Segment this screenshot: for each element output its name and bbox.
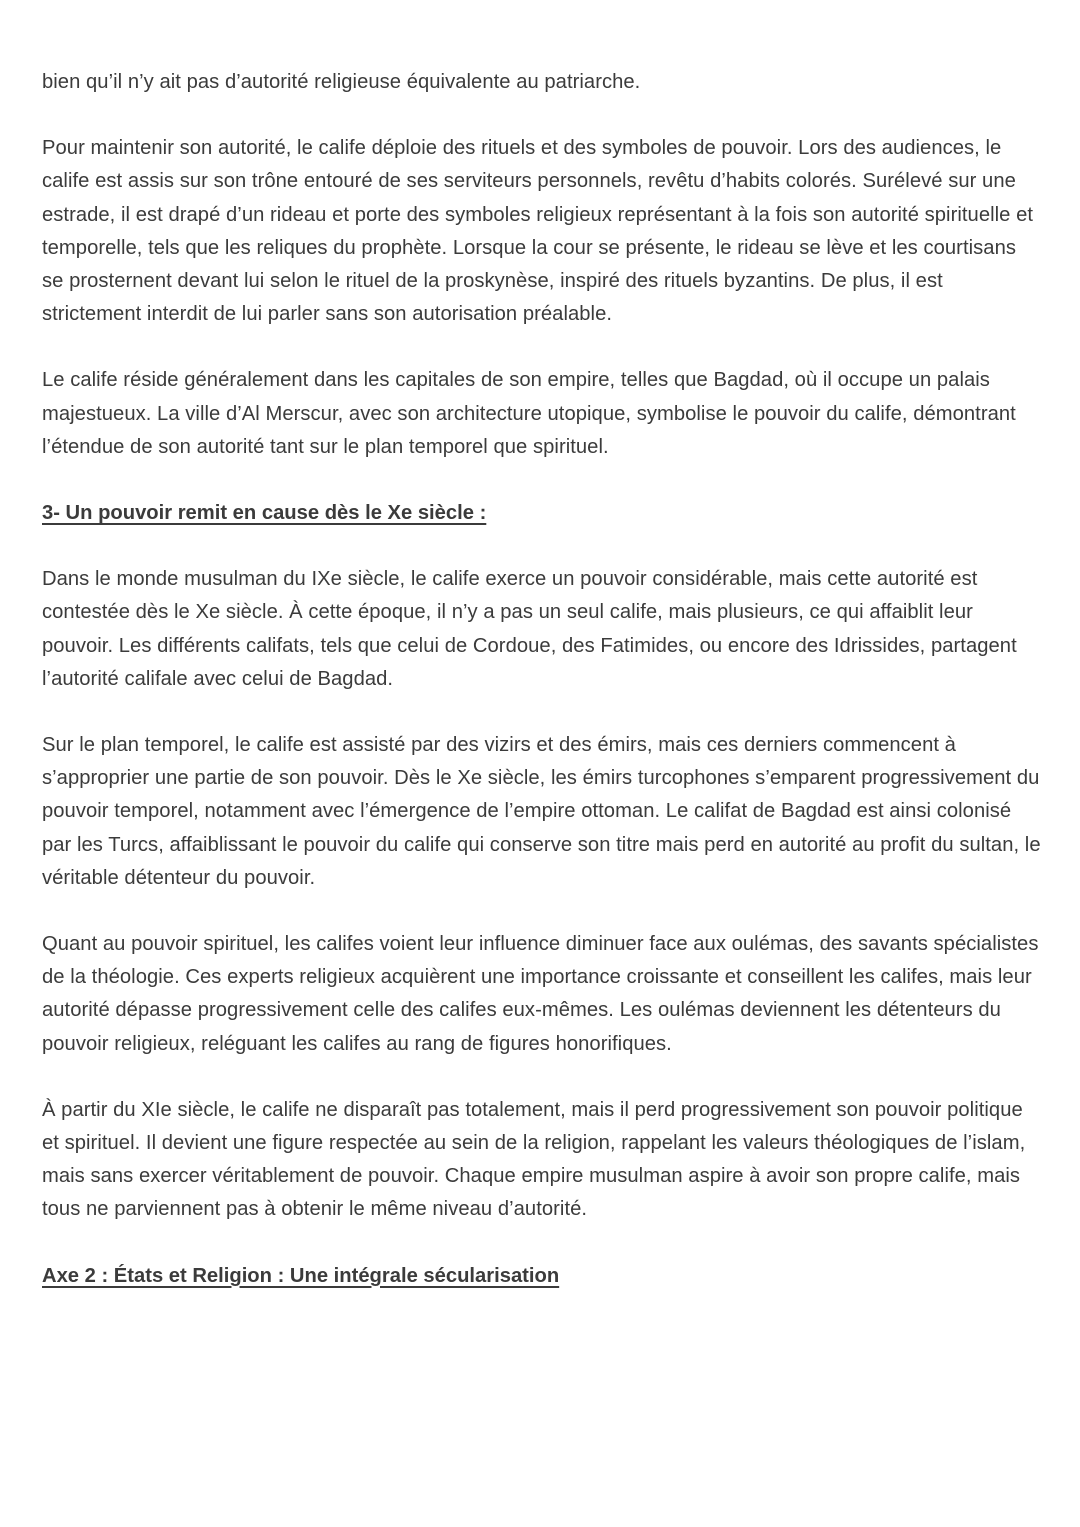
paragraph-patriarche: bien qu’il n’y ait pas d’autorité religieuse équivalente au patriarche. bbox=[42, 71, 641, 93]
paragraph-xie-siecle: À partir du XIe siècle, le calife ne disparaît pas totalement, mais il perd progressivement son pouvoir politique et spirituel. Il devient une figure respectée au sein de la religion, rappelant les valeurs théologiques de l’islam, mais sans exercer véritablement de pouvoir. Chaque empire musulman aspire à avoir son propre calife, mais tous ne parviennent pas à obtenir le même niveau d’autorité. bbox=[42, 1098, 1026, 1221]
document-body bbox=[42, 66, 1042, 1326]
paragraph-rituels: Pour maintenir son autorité, le calife déploie des rituels et des symboles de pouvoir. Lors des audiences, le calife est assis sur son trône entouré de ses serviteurs personnels, revêtu d’habits colorés. Surélevé sur une estrade, il est drapé d’un rideau et porte des symboles religieux représentant à la fois son autorité spirituelle et temporelle, tels que les reliques du prophète. Lorsque la cour se présente, le rideau se lève et les courtisans se prosternent devant lui selon le rituel de la proskynèse, inspiré des rituels byzantins. De plus, il est strictement interdit de lui parler sans son autorisation préalable. bbox=[42, 137, 1034, 326]
section-heading-pouvoir-remis-en-cause: 3- Un pouvoir remit en cause dès le Xe siècle : bbox=[42, 502, 487, 525]
paragraph-califats-multiples: Dans le monde musulman du IXe siècle, le calife exerce un pouvoir considérable, mais cette autorité est contestée dès le Xe siècle. À cette époque, il n’y a pas un seul calife, mais plusieurs, ce qui affaiblit leur pouvoir. Les différents califats, tels que celui de Cordoue, des Fatimides, ou encore des Idrissides, partagent l’autorité califale avec celui de Bagdad. bbox=[42, 568, 1017, 690]
section-heading-axe-2: Axe 2 : États et Religion : Une intégrale sécularisation bbox=[42, 1264, 560, 1287]
paragraph-pouvoir-temporel: Sur le plan temporel, le calife est assisté par des vizirs et des émirs, mais ces derniers commencent à s’approprier une partie de son pouvoir. Dès le Xe siècle, les émirs turcophones s’emparent progressivement du pouvoir temporel, notamment avec l’émergence de l’empire ottoman. Le califat de Bagdad est ainsi colonisé par les Turcs, affaiblissant le pouvoir du calife qui conserve son titre mais perd en autorité au profit du sultan, le véritable détenteur du pouvoir. bbox=[42, 734, 1041, 889]
paragraph-capitales: Le calife réside généralement dans les capitales de son empire, telles que Bagdad, où il occupe un palais majestueux. La ville d’Al Merscur, avec son architecture utopique, symbolise le pouvoir du calife, démontrant l’étendue de son autorité tant sur le plan temporel que spirituel. bbox=[42, 369, 1016, 458]
paragraph-pouvoir-spirituel: Quant au pouvoir spirituel, les califes voient leur influence diminuer face aux oulémas, des savants spécialistes de la théologie. Ces experts religieux acquièrent une importance croissante et conseillent les califes, mais leur autorité dépasse progressivement celle des califes eux-mêmes. Les oulémas deviennent les détenteurs du pouvoir religieux, reléguant les califes au rang de figures honorifiques. bbox=[42, 933, 1039, 1055]
